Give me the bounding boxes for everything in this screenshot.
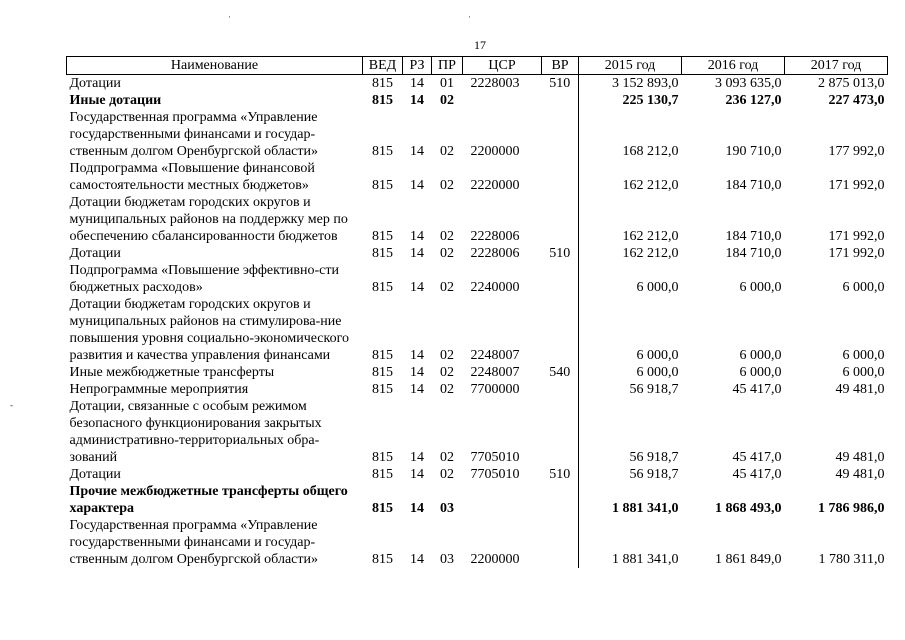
row-csr xyxy=(463,92,542,109)
table-row xyxy=(67,517,888,568)
table-body xyxy=(67,75,888,569)
table-row xyxy=(67,381,888,398)
table-row xyxy=(67,160,888,194)
row-pr: 01 xyxy=(440,76,454,91)
row-csr xyxy=(463,483,542,517)
row-2015: 162 212,0 xyxy=(579,245,682,262)
row-vr xyxy=(542,194,579,245)
row-2016: 1 861 849,0 xyxy=(715,552,782,567)
row-name: Государственная программа «Управление государственными финансами и государ-ственным долгом Оренбургской области» xyxy=(69,518,318,567)
row-rz: 14 xyxy=(410,467,424,482)
row-csr: 7705010 xyxy=(470,450,520,465)
row-2016: 184 710,0 xyxy=(725,229,782,244)
header-name: Наименование xyxy=(67,57,363,75)
row-name: Непрограммные мероприятия xyxy=(69,382,249,397)
row-2017: 1 780 311,0 xyxy=(818,552,885,567)
row-ved: 815 xyxy=(372,93,393,108)
row-ved: 815 xyxy=(372,365,393,380)
row-2017: 171 992,0 xyxy=(828,246,885,261)
row-2017: 171 992,0 xyxy=(828,229,885,244)
row-pr: 02 xyxy=(440,144,454,159)
row-2016: 1 868 493,0 xyxy=(715,501,782,516)
row-pr: 02 xyxy=(440,382,454,397)
row-2016: 184 710,0 xyxy=(725,246,782,261)
row-vr xyxy=(542,483,579,517)
row-2017: 6 000,0 xyxy=(842,348,885,363)
row-2015: 6 000,0 xyxy=(579,262,682,296)
row-2016: 6 000,0 xyxy=(739,280,782,295)
row-csr: 2228003 xyxy=(470,76,520,91)
row-rz: 14 xyxy=(410,93,424,108)
row-csr: 2228006 xyxy=(470,246,520,261)
table-row xyxy=(67,466,888,483)
row-ved: 815 xyxy=(372,348,393,363)
row-name: Государственная программа «Управление государственными финансами и государ-ственным долгом Оренбургской области» xyxy=(69,110,318,159)
row-2016: 45 417,0 xyxy=(732,382,782,397)
row-name: Подпрограмма «Повышение эффективно-сти бюджетных расходов» xyxy=(69,263,339,295)
row-2017: 49 481,0 xyxy=(835,450,885,465)
row-rz: 14 xyxy=(410,246,424,261)
row-rz: 14 xyxy=(410,280,424,295)
row-rz: 14 xyxy=(410,365,424,380)
row-2016: 236 127,0 xyxy=(725,93,782,108)
row-2015: 168 212,0 xyxy=(579,109,682,160)
page-number: 17 xyxy=(474,38,486,52)
budget-table xyxy=(66,56,888,568)
row-2017: 6 000,0 xyxy=(842,365,885,380)
row-2017: 227 473,0 xyxy=(828,93,885,108)
row-vr xyxy=(542,92,579,109)
row-2015: 56 918,7 xyxy=(579,466,682,483)
row-pr: 02 xyxy=(440,246,454,261)
scan-speck: - xyxy=(10,400,13,410)
row-ved: 815 xyxy=(372,552,393,567)
row-pr: 02 xyxy=(440,348,454,363)
row-2015: 56 918,7 xyxy=(579,381,682,398)
row-rz: 14 xyxy=(410,76,424,91)
row-ved: 815 xyxy=(372,450,393,465)
row-pr: 02 xyxy=(440,93,454,108)
table-row xyxy=(67,398,888,466)
row-csr: 2248007 xyxy=(470,348,520,363)
row-pr: 02 xyxy=(440,365,454,380)
row-csr: 2228006 xyxy=(470,229,520,244)
row-rz: 14 xyxy=(410,178,424,193)
header-csr: ЦСР xyxy=(463,57,542,75)
row-pr: 03 xyxy=(440,501,454,516)
header-rz: РЗ xyxy=(403,57,432,75)
row-2017: 171 992,0 xyxy=(828,178,885,193)
row-vr: 510 xyxy=(549,246,571,261)
row-vr: 510 xyxy=(549,76,571,91)
header-2015: 2015 год xyxy=(579,57,682,75)
row-pr: 03 xyxy=(440,552,454,567)
row-vr xyxy=(542,398,579,466)
table-row xyxy=(67,364,888,381)
row-2017: 177 992,0 xyxy=(828,144,885,159)
row-vr xyxy=(542,517,579,568)
row-rz: 14 xyxy=(410,348,424,363)
row-2016: 184 710,0 xyxy=(725,178,782,193)
row-name: Дотации xyxy=(69,76,121,91)
row-csr: 2200000 xyxy=(470,552,520,567)
row-ved: 815 xyxy=(372,144,393,159)
row-rz: 14 xyxy=(410,450,424,465)
row-ved: 815 xyxy=(372,229,393,244)
row-2016: 6 000,0 xyxy=(739,365,782,380)
row-vr xyxy=(542,381,579,398)
row-pr: 02 xyxy=(440,178,454,193)
header-vr: ВР xyxy=(542,57,579,75)
row-csr: 2200000 xyxy=(470,144,520,159)
row-2015: 225 130,7 xyxy=(579,92,682,109)
row-pr: 02 xyxy=(440,450,454,465)
table-header-row xyxy=(67,57,888,75)
table-row xyxy=(67,92,888,109)
row-ved: 815 xyxy=(372,467,393,482)
row-vr: 510 xyxy=(549,467,571,482)
row-rz: 14 xyxy=(410,552,424,567)
row-2016: 190 710,0 xyxy=(725,144,782,159)
row-csr: 2248007 xyxy=(470,365,520,380)
row-pr: 02 xyxy=(440,280,454,295)
table-row xyxy=(67,109,888,160)
row-rz: 14 xyxy=(410,501,424,516)
row-2015: 6 000,0 xyxy=(579,296,682,364)
row-2017: 1 786 986,0 xyxy=(818,501,885,516)
row-2017: 49 481,0 xyxy=(835,467,885,482)
table-row xyxy=(67,75,888,93)
row-csr: 7700000 xyxy=(470,382,520,397)
header-2016: 2016 год xyxy=(682,57,785,75)
row-rz: 14 xyxy=(410,144,424,159)
row-ved: 815 xyxy=(372,280,393,295)
row-name: Иные дотации xyxy=(69,93,162,108)
row-csr: 2240000 xyxy=(470,280,520,295)
table-row xyxy=(67,296,888,364)
row-2015: 1 881 341,0 xyxy=(579,517,682,568)
table-row xyxy=(67,483,888,517)
row-2016: 6 000,0 xyxy=(739,348,782,363)
row-2017: 2 875 013,0 xyxy=(818,76,885,91)
row-2015: 56 918,7 xyxy=(579,398,682,466)
row-2015: 162 212,0 xyxy=(579,194,682,245)
row-vr xyxy=(542,296,579,364)
row-name: Иные межбюджетные трансферты xyxy=(69,365,275,380)
row-ved: 815 xyxy=(372,246,393,261)
row-rz: 14 xyxy=(410,229,424,244)
scan-speck: · xyxy=(468,12,471,22)
row-ved: 815 xyxy=(372,178,393,193)
row-name: Прочие межбюджетные трансферты общего характера xyxy=(69,484,348,516)
row-name: Дотации xyxy=(69,246,121,261)
row-2015: 6 000,0 xyxy=(579,364,682,381)
row-pr: 02 xyxy=(440,229,454,244)
header-pr: ПР xyxy=(432,57,463,75)
row-name: Дотации бюджетам городских округов и муниципальных районов на стимулирова-ние повышения уровня социально-экономического развития и качества управления финансами xyxy=(69,297,350,363)
scan-speck: · xyxy=(228,12,231,22)
row-2015: 3 152 893,0 xyxy=(579,75,682,93)
row-ved: 815 xyxy=(372,76,393,91)
table-row xyxy=(67,245,888,262)
row-2016: 45 417,0 xyxy=(732,450,782,465)
row-name: Дотации бюджетам городских округов и муниципальных районов на поддержку мер по обеспечению сбалансированности бюджетов xyxy=(69,195,348,244)
table-row xyxy=(67,194,888,245)
header-ved: ВЕД xyxy=(363,57,403,75)
row-name: Дотации xyxy=(69,467,121,482)
row-name: Подпрограмма «Повышение финансовой самостоятельности местных бюджетов» xyxy=(69,161,315,193)
row-2016: 45 417,0 xyxy=(732,467,782,482)
row-name: Дотации, связанные с особым режимом безопасного функционирования закрытых административно-территориальных обра-зований xyxy=(69,399,322,465)
row-2017: 6 000,0 xyxy=(842,280,885,295)
row-csr: 7705010 xyxy=(470,467,520,482)
row-vr xyxy=(542,262,579,296)
row-2017: 49 481,0 xyxy=(835,382,885,397)
row-2015: 162 212,0 xyxy=(579,160,682,194)
row-vr xyxy=(542,160,579,194)
row-vr xyxy=(542,109,579,160)
header-2017: 2017 год xyxy=(785,57,888,75)
row-ved: 815 xyxy=(372,382,393,397)
row-rz: 14 xyxy=(410,382,424,397)
row-csr: 2220000 xyxy=(470,178,520,193)
row-ved: 815 xyxy=(372,501,393,516)
table-row xyxy=(67,262,888,296)
row-2015: 1 881 341,0 xyxy=(579,483,682,517)
row-2016: 3 093 635,0 xyxy=(715,76,782,91)
row-pr: 02 xyxy=(440,467,454,482)
row-vr: 540 xyxy=(549,365,571,380)
